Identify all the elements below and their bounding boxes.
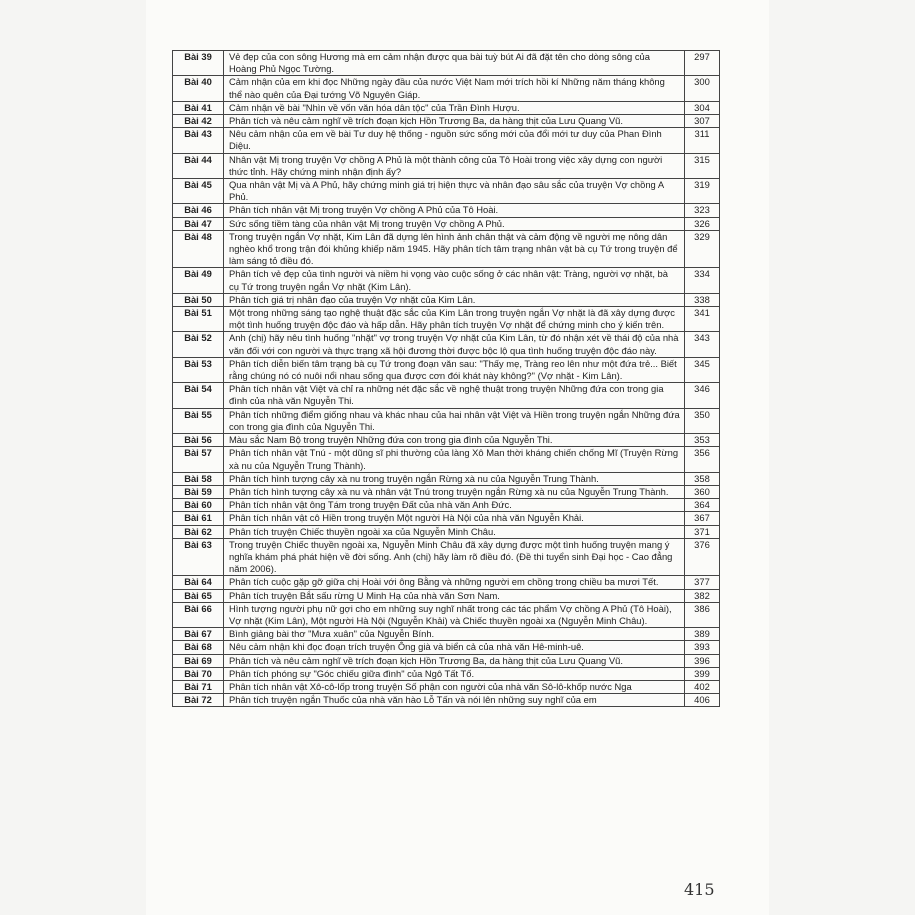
page-ref: 386 (685, 602, 720, 627)
page-ref: 367 (685, 512, 720, 525)
page-ref: 326 (685, 217, 720, 230)
lesson-number: Bài 59 (173, 485, 224, 498)
lesson-title: Hình tượng người phụ nữ gợi cho em những suy nghĩ nhất trong các tác phẩm Vợ chồng A Phủ (Tô Hoài), Vợ nhặt (Kim Lân), Một người Hà Nội (Nguyễn Khải) và Chiếc thuyền ngoài xa (Nguyễn Minh Châu). (224, 602, 685, 627)
table-row (173, 76, 720, 101)
lesson-title: Phân tích nhân vật cô Hiền trong truyện Một người Hà Nội của nhà văn Nguyễn Khải. (224, 512, 685, 525)
page-ref: 345 (685, 357, 720, 382)
lesson-number: Bài 57 (173, 447, 224, 472)
table-row (173, 485, 720, 498)
lesson-number: Bài 68 (173, 641, 224, 654)
page-ref: 343 (685, 332, 720, 357)
lesson-title: Trong truyện ngắn Vợ nhặt, Kim Lân đã dựng lên hình ảnh chân thật và cảm động về người mẹ nông dân nghèo khổ trong trận đói khủng khiếp năm 1945. Hãy phân tích tâm trạng nhân vật bà cụ Tứ trong truyện để làm sáng tỏ điều đó. (224, 230, 685, 268)
lesson-number: Bài 40 (173, 76, 224, 101)
lesson-title: Phân tích và nêu cảm nghĩ về trích đoạn kịch Hồn Trương Ba, da hàng thịt của Lưu Quang Vũ. (224, 654, 685, 667)
lesson-number: Bài 50 (173, 293, 224, 306)
lesson-title: Phân tích truyện Chiếc thuyền ngoài xa của Nguyễn Minh Châu. (224, 525, 685, 538)
lesson-number: Bài 54 (173, 383, 224, 408)
lesson-number: Bài 51 (173, 307, 224, 332)
lesson-title: Màu sắc Nam Bộ trong truyện Những đứa con trong gia đình của Nguyễn Thi. (224, 434, 685, 447)
page-ref: 334 (685, 268, 720, 293)
page-ref: 389 (685, 628, 720, 641)
lesson-title: Cảm nhận của em khi đọc Những ngày đầu của nước Việt Nam mới trích hồi kí Những năm tháng không thể nào quên của Đại tướng Võ Nguyên Giáp. (224, 76, 685, 101)
lesson-number: Bài 42 (173, 115, 224, 128)
page-ref: 358 (685, 472, 720, 485)
table-row (173, 307, 720, 332)
lesson-title: Phân tích truyện Bắt sấu rừng U Minh Hạ của nhà văn Sơn Nam. (224, 589, 685, 602)
lesson-number: Bài 56 (173, 434, 224, 447)
lesson-number: Bài 49 (173, 268, 224, 293)
table-row (173, 51, 720, 76)
table-row (173, 499, 720, 512)
lesson-number: Bài 55 (173, 408, 224, 433)
lesson-title: Anh (chị) hãy nêu tình huống "nhặt" vợ trong truyện Vợ nhặt của Kim Lân, từ đó nhận xét về thái độ của nhà văn đối với con người và thực trạng xã hội đương thời được bộc lộ qua tình huống truyện độc đáo này. (224, 332, 685, 357)
table-row (173, 115, 720, 128)
lesson-title: Sức sống tiềm tàng của nhân vật Mị trong truyện Vợ chồng A Phủ. (224, 217, 685, 230)
table-row (173, 680, 720, 693)
lesson-number: Bài 44 (173, 153, 224, 178)
page-ref: 393 (685, 641, 720, 654)
lesson-number: Bài 47 (173, 217, 224, 230)
page-ref: 350 (685, 408, 720, 433)
lesson-title: Nêu cảm nhận khi đọc đoạn trích truyện Ông già và biển cả của nhà văn Hê-minh-uê. (224, 641, 685, 654)
lesson-title: Phân tích và nêu cảm nghĩ về trích đoạn kịch Hồn Trương Ba, da hàng thịt của Lưu Quang Vũ. (224, 115, 685, 128)
table-row (173, 268, 720, 293)
lesson-number: Bài 52 (173, 332, 224, 357)
toc-table (172, 50, 720, 707)
lesson-title: Nhân vật Mị trong truyện Vợ chồng A Phủ là một thành công của Tô Hoài trong việc xây dựng con người thức tỉnh. Hãy chứng minh nhận định ấy? (224, 153, 685, 178)
table-row (173, 383, 720, 408)
table-row (173, 230, 720, 268)
lesson-number: Bài 66 (173, 602, 224, 627)
lesson-number: Bài 71 (173, 680, 224, 693)
table-row (173, 447, 720, 472)
page-ref: 341 (685, 307, 720, 332)
lesson-title: Phân tích nhân vật Việt và chỉ ra những nét đặc sắc về nghệ thuật trong truyện Những đứa con trong gia đình của nhà văn Nguyễn Thi. (224, 383, 685, 408)
page-ref: 396 (685, 654, 720, 667)
table-row (173, 153, 720, 178)
table-row (173, 576, 720, 589)
lesson-title: Phân tích truyện ngắn Thuốc của nhà văn hào Lỗ Tấn và nói lên những suy nghĩ của em (224, 694, 685, 707)
table-row (173, 293, 720, 306)
lesson-number: Bài 63 (173, 538, 224, 576)
page-ref: 353 (685, 434, 720, 447)
lesson-number: Bài 60 (173, 499, 224, 512)
page-ref: 371 (685, 525, 720, 538)
page-ref: 402 (685, 680, 720, 693)
page-ref: 360 (685, 485, 720, 498)
table-row (173, 654, 720, 667)
table-row (173, 512, 720, 525)
lesson-title: Bình giảng bài thơ "Mưa xuân" của Nguyễn Bính. (224, 628, 685, 641)
page-ref: 364 (685, 499, 720, 512)
table-row (173, 179, 720, 204)
lesson-number: Bài 69 (173, 654, 224, 667)
lesson-number: Bài 67 (173, 628, 224, 641)
lesson-title: Phân tích giá trị nhân đạo của truyện Vợ nhặt của Kim Lân. (224, 293, 685, 306)
page-ref: 346 (685, 383, 720, 408)
table-row (173, 357, 720, 382)
lesson-title: Phân tích hình tượng cây xà nu trong truyện ngắn Rừng xà nu của Nguyễn Trung Thành. (224, 472, 685, 485)
page-ref: 311 (685, 128, 720, 153)
lesson-number: Bài 43 (173, 128, 224, 153)
page-ref: 377 (685, 576, 720, 589)
lesson-title: Một trong những sáng tạo nghệ thuật đặc sắc của Kim Lân trong truyện ngắn Vợ nhặt là đã xây dựng được một tình huống truyện độc đáo và hấp dẫn. Hãy phân tích truyện Vợ nhặt để chứng minh cho ý kiến trên. (224, 307, 685, 332)
page-ref: 315 (685, 153, 720, 178)
page-number: 415 (684, 880, 715, 899)
page-ref: 297 (685, 51, 720, 76)
lesson-number: Bài 48 (173, 230, 224, 268)
page-ref: 399 (685, 667, 720, 680)
lesson-number: Bài 65 (173, 589, 224, 602)
page-ref: 329 (685, 230, 720, 268)
page-ref: 323 (685, 204, 720, 217)
lesson-number: Bài 64 (173, 576, 224, 589)
table-row (173, 628, 720, 641)
page-ref: 338 (685, 293, 720, 306)
page-ref: 300 (685, 76, 720, 101)
table-row (173, 332, 720, 357)
lesson-number: Bài 58 (173, 472, 224, 485)
lesson-number: Bài 45 (173, 179, 224, 204)
table-row (173, 602, 720, 627)
lesson-title: Nêu cảm nhận của em về bài Tư duy hệ thống - nguồn sức sống mới của đổi mới tư duy của Phan Đình Diệu. (224, 128, 685, 153)
lesson-number: Bài 41 (173, 101, 224, 114)
table-row (173, 408, 720, 433)
lesson-title: Vẻ đẹp của con sông Hương mà em cảm nhận được qua bài tuỳ bút Ai đã đặt tên cho dòng sông của Hoàng Phủ Ngọc Tường. (224, 51, 685, 76)
lesson-number: Bài 39 (173, 51, 224, 76)
lesson-title: Qua nhân vật Mị và A Phủ, hãy chứng minh giá trị hiện thực và nhân đạo sâu sắc của truyện Vợ chồng A Phủ. (224, 179, 685, 204)
table-row (173, 128, 720, 153)
page-ref: 376 (685, 538, 720, 576)
table-row (173, 434, 720, 447)
lesson-title: Trong truyện Chiếc thuyền ngoài xa, Nguyễn Minh Châu đã xây dựng được một tình huống truyện mang ý nghĩa khám phá phát hiện về đời sống. Anh (chị) hãy làm rõ điều đó. (Đề thi tuyển sinh Đại học - Cao đẳng năm 2006). (224, 538, 685, 576)
table-row (173, 589, 720, 602)
page-ref: 304 (685, 101, 720, 114)
lesson-title: Phân tích nhân vật Mị trong truyện Vợ chồng A Phủ của Tô Hoài. (224, 204, 685, 217)
lesson-title: Phân tích hình tượng cây xà nu và nhân vật Tnú trong truyện ngắn Rừng xà nu của Nguyễn Trung Thành. (224, 485, 685, 498)
table-row (173, 204, 720, 217)
lesson-title: Phân tích nhân vật Xô-cô-lốp trong truyện Số phận con người của nhà văn Sô-lô-khốp nước Nga (224, 680, 685, 693)
page-ref: 406 (685, 694, 720, 707)
page-ref: 382 (685, 589, 720, 602)
table-row (173, 217, 720, 230)
table-row (173, 525, 720, 538)
lesson-number: Bài 72 (173, 694, 224, 707)
lesson-title: Phân tích diễn biến tâm trạng bà cụ Tứ trong đoạn văn sau: "Thấy mẹ, Tràng reo lên như một đứa trẻ... Biết rằng chúng nó có nuôi nổi nhau sống qua được cơn đói khát này không?" (Vợ nhặt - Kim Lân). (224, 357, 685, 382)
lesson-number: Bài 53 (173, 357, 224, 382)
lesson-title: Phân tích cuộc gặp gỡ giữa chị Hoài với ông Bằng và những người em chồng trong chiều ba mươi Tết. (224, 576, 685, 589)
lesson-title: Phân tích những điểm giống nhau và khác nhau của hai nhân vật Việt và Hiền trong truyện ngắn Những đứa con trong gia đình của Nguyễn Thi. (224, 408, 685, 433)
lesson-number: Bài 61 (173, 512, 224, 525)
table-row (173, 472, 720, 485)
page-ref: 319 (685, 179, 720, 204)
table-row (173, 667, 720, 680)
table-row (173, 641, 720, 654)
lesson-title: Phân tích nhân vật Tnú - một dũng sĩ phi thường của làng Xô Man thời kháng chiến chống Mĩ (Truyện Rừng xà nu của Nguyễn Trung Thành). (224, 447, 685, 472)
lesson-title: Phân tích vẻ đẹp của tình người và niềm hi vọng vào cuộc sống ở các nhân vật: Tràng, người vợ nhặt, bà cụ Tứ trong truyện ngắn Vợ nhặt (Kim Lân). (224, 268, 685, 293)
lesson-number: Bài 70 (173, 667, 224, 680)
lesson-title: Phân tích nhân vật ông Tám trong truyện Đất của nhà văn Anh Đức. (224, 499, 685, 512)
table-row (173, 101, 720, 114)
table-row (173, 538, 720, 576)
page-ref: 356 (685, 447, 720, 472)
lesson-title: Cảm nhận về bài "Nhìn về vốn văn hóa dân tộc" của Trần Đình Hượu. (224, 101, 685, 114)
lesson-title: Phân tích phóng sự "Góc chiếu giữa đình" của Ngô Tất Tố. (224, 667, 685, 680)
lesson-number: Bài 46 (173, 204, 224, 217)
page-ref: 307 (685, 115, 720, 128)
table-row (173, 694, 720, 707)
lesson-number: Bài 62 (173, 525, 224, 538)
